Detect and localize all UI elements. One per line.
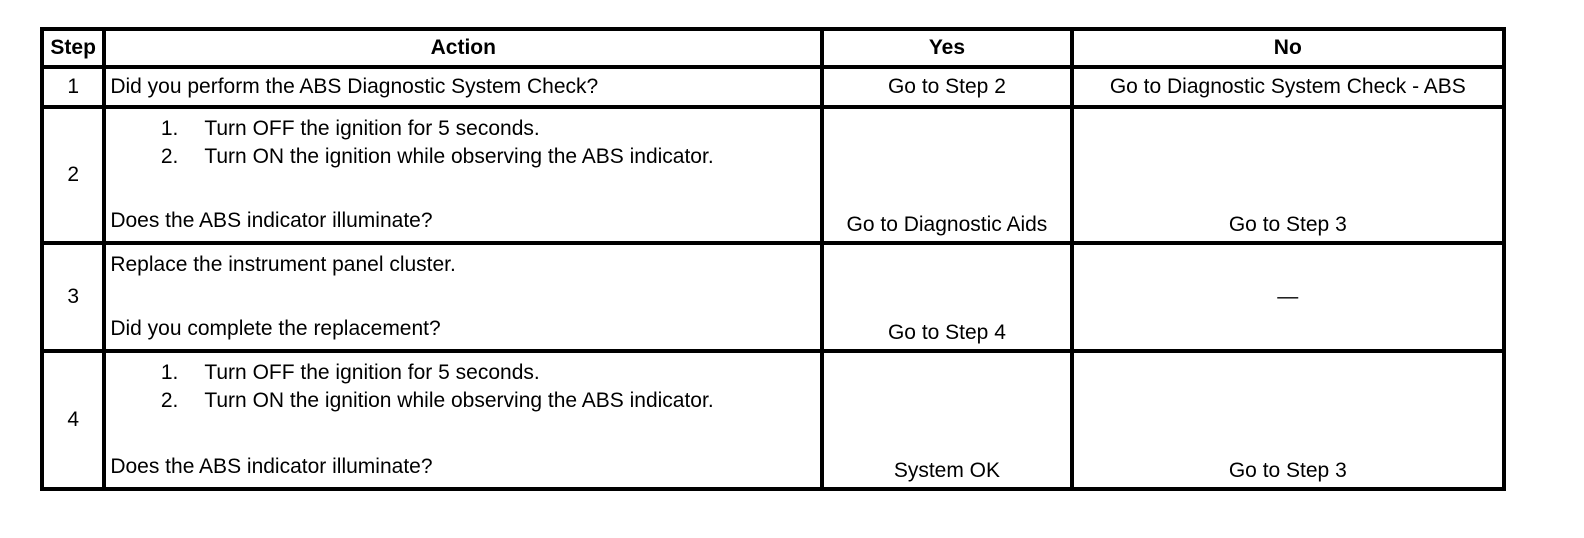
header-no: No: [1072, 29, 1504, 67]
header-action: Action: [104, 29, 822, 67]
instruction-number: 2.: [160, 145, 179, 168]
diagnostic-table: [40, 27, 1506, 491]
instruction-text: Turn OFF the ignition for 5 seconds.: [204, 361, 540, 384]
no-cell: Go to Step 3: [1072, 107, 1504, 243]
instruction-text: Turn ON the ignition while observing the ABS indicator.: [204, 389, 714, 412]
table-row: [42, 107, 1504, 243]
yes-cell: Go to Step 2: [822, 67, 1071, 107]
instruction-text: Turn OFF the ignition for 5 seconds.: [204, 117, 540, 140]
instruction-number: 1.: [160, 361, 179, 384]
yes-cell: Go to Diagnostic Aids: [822, 107, 1071, 243]
table-row: [42, 67, 1504, 107]
question-text: Does the ABS indicator illuminate?: [110, 209, 433, 232]
no-cell: Go to Step 3: [1072, 351, 1504, 489]
question-text: Does the ABS indicator illuminate?: [110, 455, 433, 478]
list-item: [110, 115, 818, 143]
header-yes: Yes: [822, 29, 1071, 67]
list-item: [110, 143, 818, 171]
no-cell: —: [1072, 243, 1504, 351]
step-number: 3: [42, 243, 104, 351]
instruction-text: Turn ON the ignition while observing the ABS indicator.: [204, 145, 714, 168]
yes-cell: System OK: [822, 351, 1071, 489]
instruction-number: 2.: [160, 389, 179, 412]
table-row: [42, 351, 1504, 489]
list-item: [110, 387, 818, 415]
list-item: [110, 359, 818, 387]
yes-cell: Go to Step 4: [822, 243, 1071, 351]
header-step: Step: [42, 29, 104, 67]
instruction-list: [110, 115, 818, 171]
question-text: Did you complete the replacement?: [110, 317, 441, 340]
instruction-number: 1.: [160, 117, 179, 140]
action-text: Did you perform the ABS Diagnostic System Check?: [110, 75, 599, 98]
action-cell: [104, 107, 822, 243]
step-number: 2: [42, 107, 104, 243]
instruction-list: [110, 359, 818, 415]
action-cell: [104, 243, 822, 351]
step-number: 1: [42, 67, 104, 107]
no-cell: Go to Diagnostic System Check - ABS: [1072, 67, 1504, 107]
step-number: 4: [42, 351, 104, 489]
action-cell: [104, 67, 822, 107]
table-row: [42, 243, 1504, 351]
instruction-text: Replace the instrument panel cluster.: [110, 253, 456, 276]
table-header-row: [42, 29, 1504, 67]
action-cell: [104, 351, 822, 489]
